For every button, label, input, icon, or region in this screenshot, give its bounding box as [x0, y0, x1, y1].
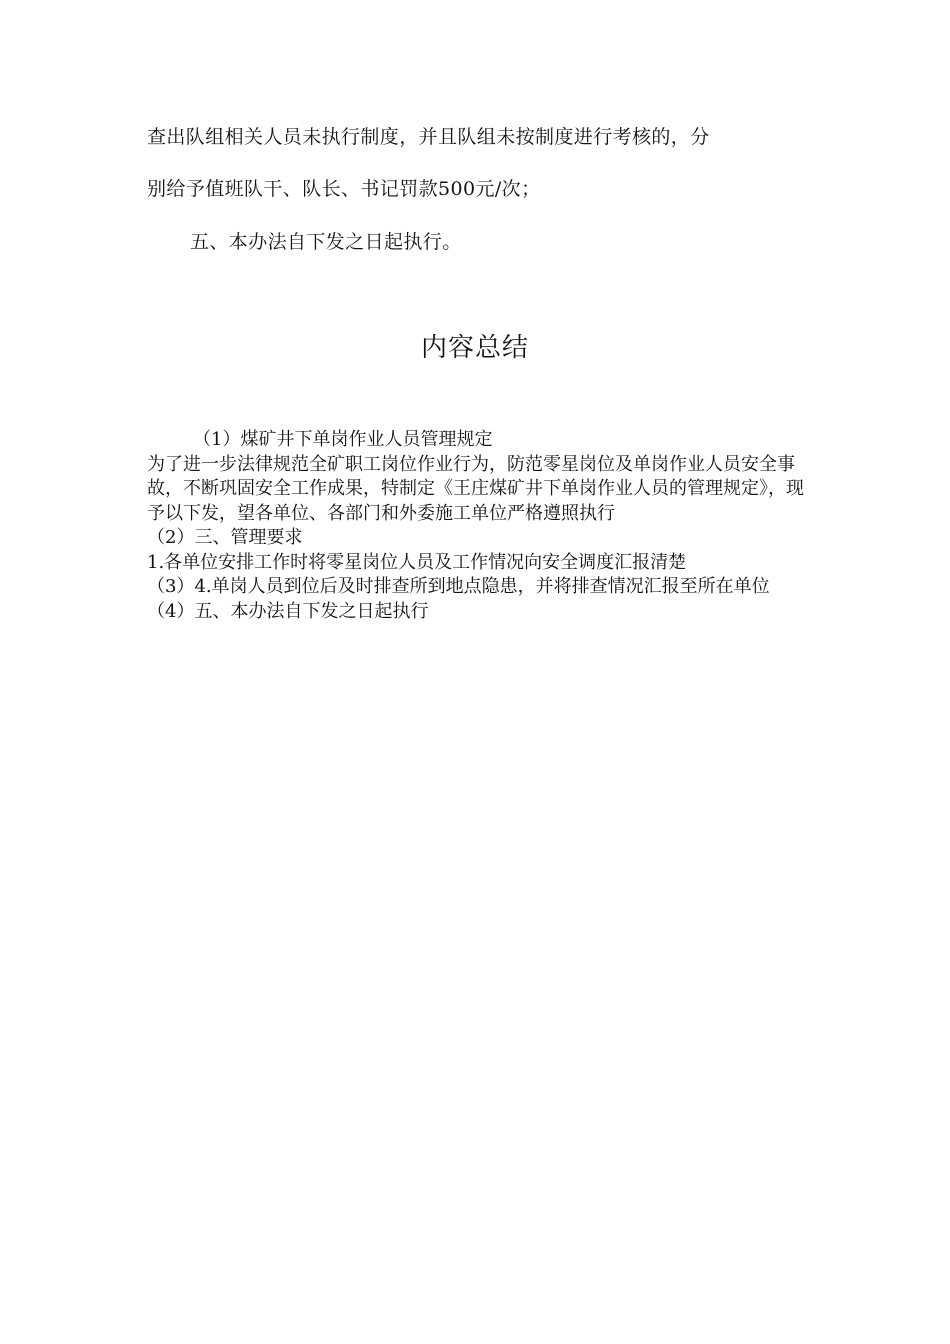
summary-title: 内容总结	[420, 333, 529, 363]
paragraph-line-3: 五、本办法自下发之日起执行。	[190, 231, 462, 253]
summary-section	[147, 428, 807, 624]
paragraph-line-1: 查出队组相关人员未执行制度，并且队组未按制度进行考核的，分	[147, 126, 710, 148]
summary-item-4: 1.各单位安排工作时将零星岗位人员及工作情况向安全调度汇报清楚	[147, 551, 687, 573]
summary-item-2: 为了进一步法律规范全矿职工岗位作业行为，防范零星岗位及单岗作业人员安全事故，不断巩固安全工作成果，特制定《王庄煤矿井下单岗作业人员的管理规定》，现予以下发，望各单位、各部门和外委施工单位严格遵照执行	[147, 453, 804, 524]
summary-item-1: （1）煤矿井下单岗作业人员管理规定	[193, 429, 493, 450]
summary-item-3: （2）三、管理要求	[147, 527, 303, 548]
summary-item-6: （4）五、本办法自下发之日起执行	[147, 600, 429, 622]
summary-item-5: （3）4.单岗人员到位后及时排查所到地点隐患，并将排查情况汇报至所在单位	[147, 576, 770, 597]
paragraph-line-2: 别给予值班队干、队长、书记罚款500元/次；	[147, 178, 541, 200]
